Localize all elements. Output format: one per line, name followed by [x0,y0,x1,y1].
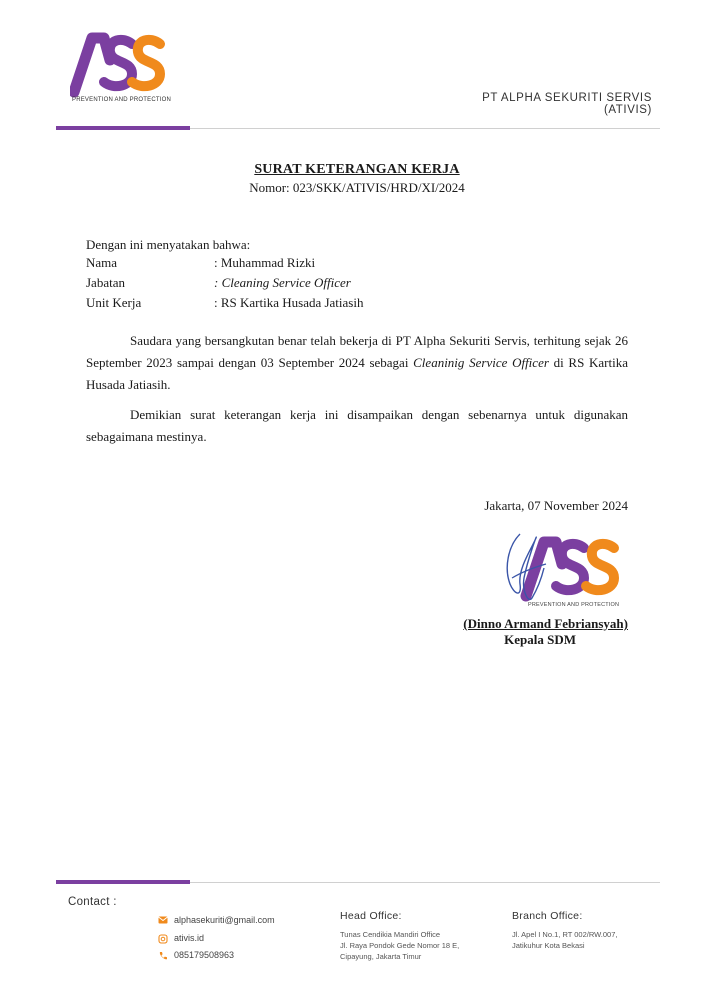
company-name: PT ALPHA SEKURITI SERVIS (ATIVIS) [482,92,652,116]
instagram-icon [158,934,168,944]
head-office-title: Head Office: [340,910,402,922]
phone-icon [158,951,168,961]
field-label-unit: Unit Kerja [86,295,142,310]
field-value-unit: : RS Kartika Husada Jatiasih [214,295,364,310]
contact-phone: 085179508963 [174,950,235,960]
paragraph1-italic: Cleaninig Service Officer [413,355,549,370]
head-office-line: Jl. Raya Pondok Gede Nomor 18 E, [340,941,460,950]
logo-tagline: PREVENTION AND PROTECTION [72,97,172,103]
handwritten-signature [498,528,558,608]
branch-office-line: Jl. Apel I No.1, RT 002/RW.007, [512,930,618,939]
head-office-line: Cipayung, Jakarta Timur [340,952,422,961]
branch-office-title: Branch Office: [512,910,583,922]
signer-name: (Dinno Armand Febriansyah) [463,616,628,631]
paragraph1-part2: di RS Kartika Husada Jatiasih. [86,355,629,392]
branch-office-line: Jatikuhur Kota Bekasi [512,941,585,950]
header-accent-bar [56,126,190,130]
contact-title: Contact : [68,896,117,908]
contact-email: alphasekuriti@gmail.com [174,915,275,925]
company-logo [70,30,170,106]
letter-title: SURAT KETERANGAN KERJA [254,162,460,177]
field-value-name: : Muhammad Rizki [214,255,316,270]
footer-accent-bar [56,880,190,884]
field-value-position: : Cleaning Service Officer [214,275,351,290]
field-label-name: Nama [86,255,118,270]
contact-instagram: ativis.id [174,933,205,943]
paragraph1-part1: Saudara yang bersangkutan benar telah bekerja di PT Alpha Sekuriti Servis, terhitung sejak 26 September 2023 sampai dengan 03 September 2024 sebagai [86,333,628,370]
field-label-position: Jabatan [86,275,125,290]
letter-number: Nomor: 023/SKK/ATIVIS/HRD/XI/2024 [249,180,465,195]
signer-title: Kepala SDM [504,632,576,647]
head-office-line: Tunas Cendikia Mandiri Office [340,930,441,939]
employment-paragraph [86,330,628,396]
place-date: Jakarta, 07 November 2024 [484,498,628,513]
closing-paragraph: Demikian surat keterangan kerja ini disampaikan dengan sebenarnya untuk digunakan sebagaimana mestinya. [86,407,628,444]
signature-logo-tagline: PREVENTION AND PROTECTION [528,602,620,608]
intro-text: Dengan ini menyatakan bahwa: [86,237,251,252]
email-icon [158,916,168,926]
